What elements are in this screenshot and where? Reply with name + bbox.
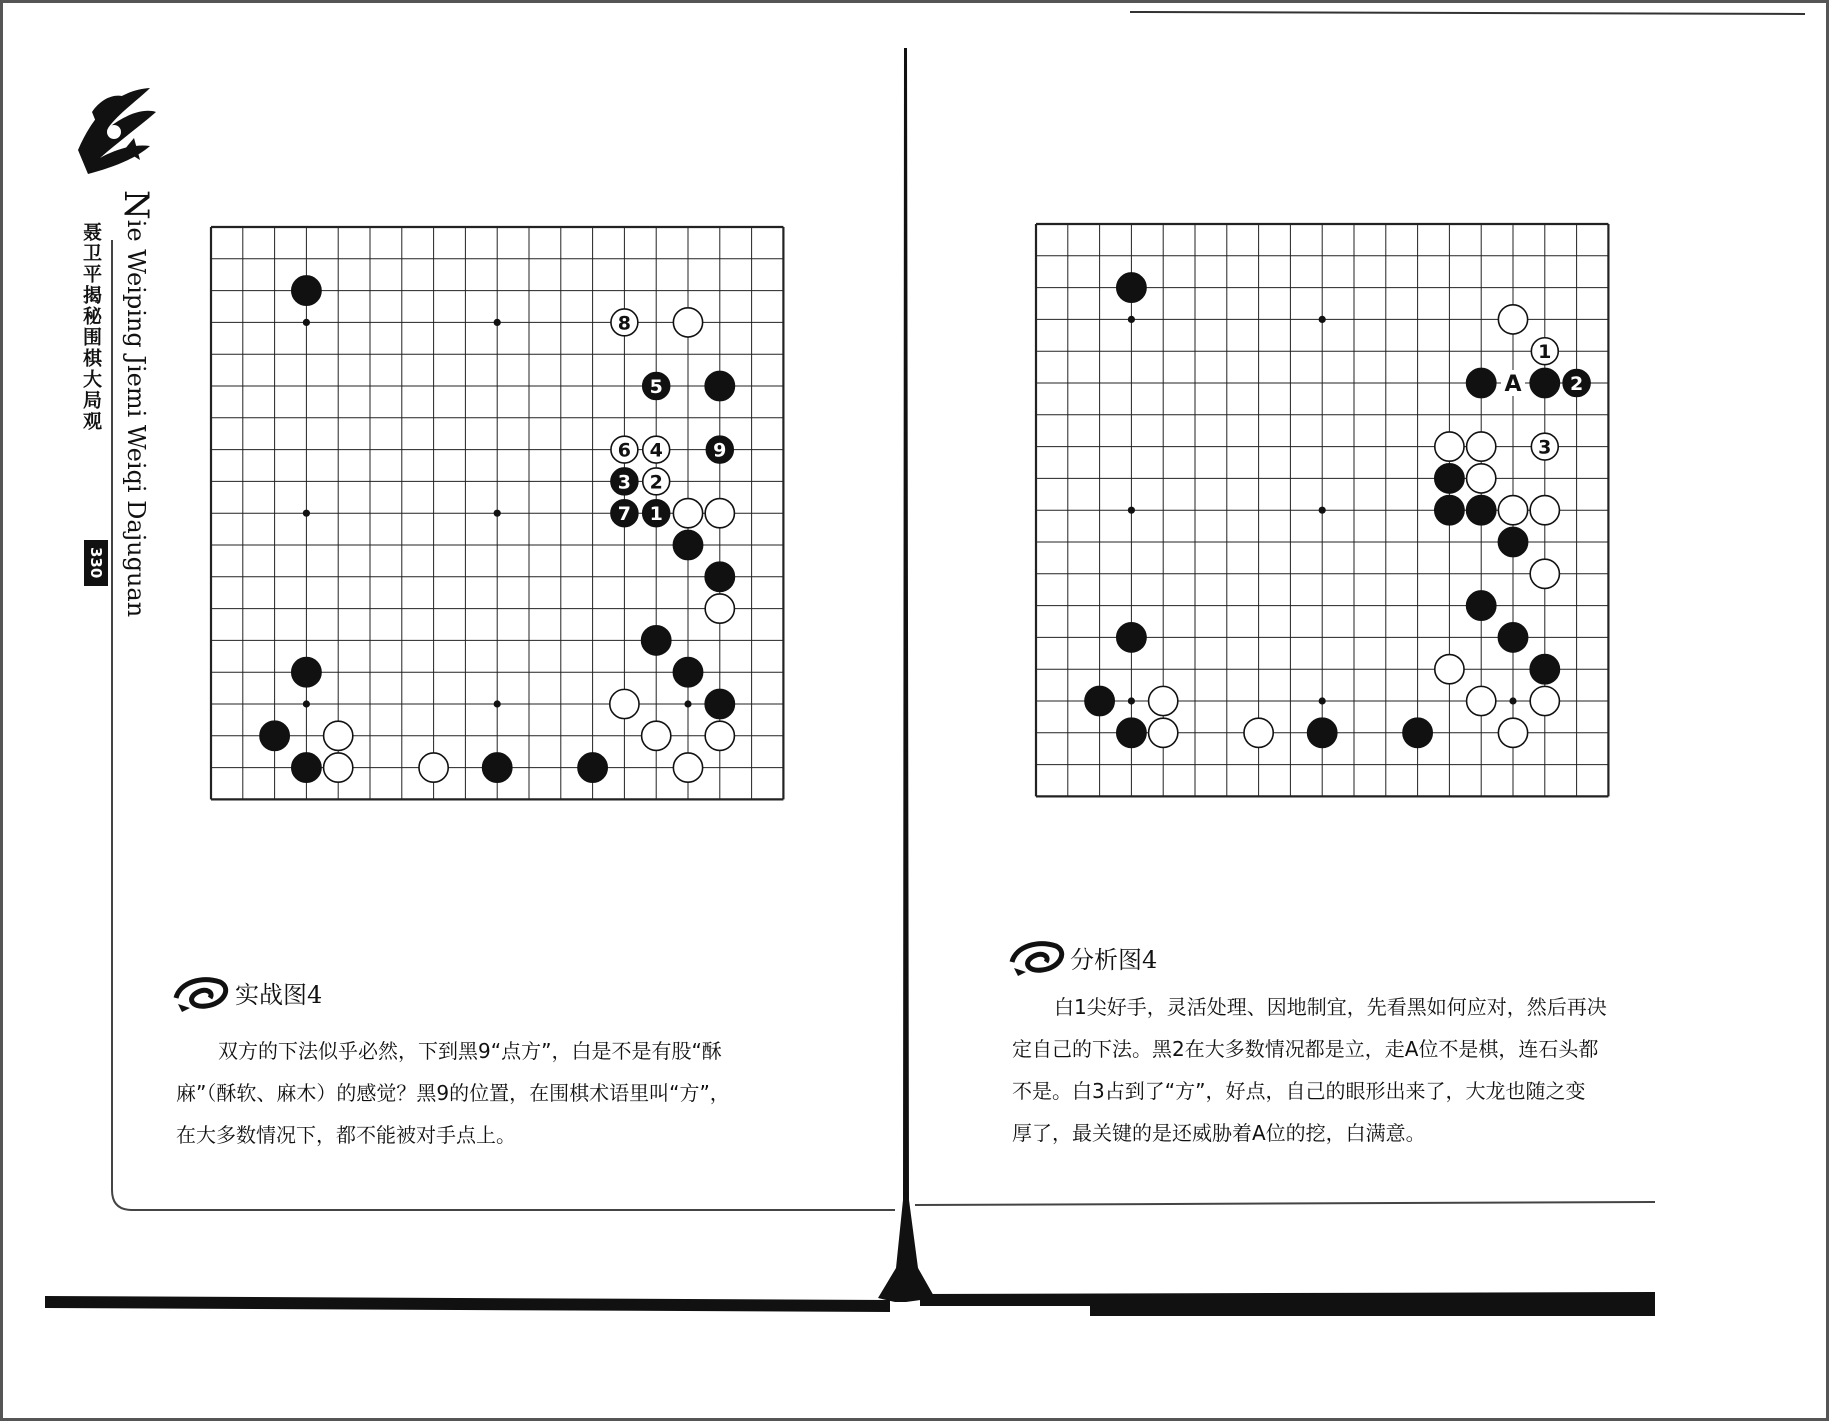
white-stone bbox=[1435, 432, 1464, 461]
move-number: 9 bbox=[713, 439, 727, 462]
black-stone bbox=[483, 753, 512, 782]
black-stone bbox=[1467, 496, 1496, 525]
go-board-right bbox=[1036, 224, 1608, 796]
black-stone bbox=[260, 721, 289, 750]
black-stone bbox=[673, 658, 702, 687]
star-point bbox=[1128, 316, 1135, 323]
white-stone bbox=[705, 499, 734, 528]
paragraph-line: 厚了，最关键的是还威胁着A位的挖，白满意。 bbox=[1012, 1121, 1426, 1145]
white-stone bbox=[1530, 559, 1559, 588]
paragraph-line: 定自己的下法。黑2在大多数情况都是立，走A位不是棋，连石头都 bbox=[1012, 1037, 1599, 1061]
calligraphy-logo-icon bbox=[78, 88, 156, 174]
white-stone bbox=[1467, 432, 1496, 461]
body-text-left bbox=[176, 1030, 816, 1156]
white-stone bbox=[324, 721, 353, 750]
black-stone bbox=[292, 276, 321, 305]
white-stone bbox=[705, 594, 734, 623]
black-stone bbox=[1308, 718, 1337, 747]
subtitle-text: ie Weiping Jiemi Weiqi Dajuguan bbox=[122, 219, 150, 618]
white-stone bbox=[673, 753, 702, 782]
star-point bbox=[684, 700, 691, 707]
star-point bbox=[1509, 697, 1516, 704]
move-number: 7 bbox=[617, 503, 632, 526]
star-point bbox=[1128, 697, 1135, 704]
star-point bbox=[303, 510, 310, 517]
black-stone bbox=[705, 371, 734, 400]
white-stone bbox=[610, 689, 639, 718]
white-stone bbox=[324, 753, 353, 782]
black-stone bbox=[642, 626, 671, 655]
book-subtitle bbox=[116, 190, 156, 617]
black-stone bbox=[292, 658, 321, 687]
subtitle-initial: N bbox=[116, 190, 156, 220]
move-number: 3 bbox=[1538, 436, 1552, 459]
swirl-mark-icon bbox=[1014, 968, 1026, 976]
black-stone bbox=[1467, 368, 1496, 397]
black-stone bbox=[292, 753, 321, 782]
white-stone bbox=[705, 721, 734, 750]
black-stone bbox=[673, 530, 702, 559]
black-stone bbox=[1403, 718, 1432, 747]
move-number: 4 bbox=[649, 439, 663, 462]
body-text-right bbox=[1012, 986, 1652, 1154]
black-stone bbox=[705, 689, 734, 718]
black-stone bbox=[1498, 623, 1527, 652]
white-stone bbox=[1498, 305, 1527, 334]
white-stone bbox=[642, 721, 671, 750]
paragraph-line: 在大多数情况下，都不能被对手点上。 bbox=[176, 1123, 516, 1147]
star-point bbox=[1319, 507, 1326, 514]
book-title: 聂卫平揭秘围棋大局观 bbox=[80, 222, 102, 432]
black-stone bbox=[1498, 527, 1527, 556]
swirl-mark-icon bbox=[1012, 944, 1062, 971]
go-board-left bbox=[211, 227, 783, 799]
white-stone bbox=[1149, 718, 1178, 747]
white-stone bbox=[419, 753, 448, 782]
white-stone bbox=[673, 499, 702, 528]
figure-caption-right: 分析图4 bbox=[1070, 946, 1158, 974]
board-marker-label: A bbox=[1504, 372, 1522, 397]
star-point bbox=[1128, 507, 1135, 514]
move-number: 5 bbox=[649, 376, 663, 398]
move-number: 6 bbox=[617, 439, 632, 462]
white-stone bbox=[1498, 718, 1527, 747]
black-stone bbox=[1117, 718, 1146, 747]
black-stone bbox=[1530, 368, 1559, 397]
paragraph-line: 白1尖好手，灵活处理、因地制宜，先看黑如何应对，然后再决 bbox=[1054, 995, 1607, 1019]
black-stone bbox=[1435, 464, 1464, 493]
star-point bbox=[1319, 316, 1326, 323]
black-stone bbox=[1117, 623, 1146, 652]
star-point bbox=[303, 700, 310, 707]
paragraph-line: 双方的下法似乎必然，下到黑9“点方”，白是不是有股“酥 bbox=[218, 1039, 722, 1063]
move-number: 1 bbox=[1538, 341, 1552, 364]
white-stone bbox=[1244, 718, 1273, 747]
move-number: 2 bbox=[649, 471, 663, 494]
paragraph-line: 不是。白3占到了“方”，好点，自己的眼形出来了，大龙也随之变 bbox=[1012, 1079, 1586, 1103]
white-stone bbox=[1149, 686, 1178, 715]
black-stone bbox=[1467, 591, 1496, 620]
black-stone bbox=[1435, 496, 1464, 525]
star-point bbox=[303, 319, 310, 326]
move-number: 3 bbox=[617, 471, 632, 494]
black-stone bbox=[1085, 686, 1114, 715]
white-stone bbox=[1498, 496, 1527, 525]
black-stone bbox=[1530, 655, 1559, 684]
page-number: 330 bbox=[84, 540, 108, 586]
white-stone bbox=[1530, 496, 1559, 525]
white-stone bbox=[1467, 464, 1496, 493]
star-point bbox=[1319, 697, 1326, 704]
move-number: 8 bbox=[617, 312, 632, 335]
swirl-mark-icon bbox=[178, 1004, 190, 1012]
white-stone bbox=[1467, 686, 1496, 715]
swirl-mark-icon bbox=[176, 980, 226, 1007]
black-stone bbox=[1117, 273, 1146, 302]
move-number: 2 bbox=[1569, 373, 1584, 395]
star-point bbox=[494, 700, 501, 707]
figure-caption-left: 实战图4 bbox=[235, 981, 323, 1009]
star-point bbox=[494, 319, 501, 326]
paragraph-line: 麻”（酥软、麻木）的感觉？黑9的位置，在围棋术语里叫“方”， bbox=[176, 1081, 730, 1105]
white-stone bbox=[1530, 686, 1559, 715]
star-point bbox=[494, 510, 501, 517]
white-stone bbox=[673, 308, 702, 337]
black-stone bbox=[705, 562, 734, 591]
black-stone bbox=[578, 753, 607, 782]
move-number: 1 bbox=[649, 503, 663, 526]
white-stone bbox=[1435, 655, 1464, 684]
